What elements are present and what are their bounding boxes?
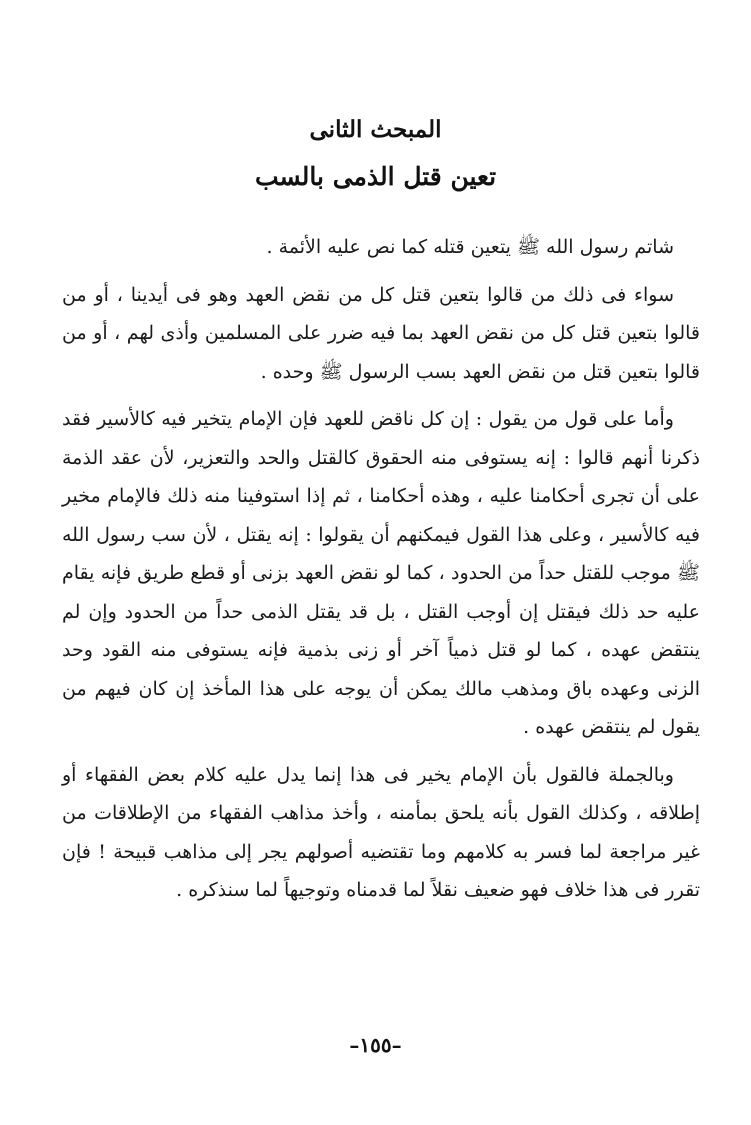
paragraph-4: وبالجملة فالقول بأن الإمام يخير فى هذا إنما يدل عليه كلام بعض الفقهاء أو إطلاقه ، وكذلك القول بأنه يلحق بمأمنه ، وأخذ مذاهب الفقهاء من الإطلاقات من غير مراجعة لما فسر به كلامهم وما تقتضيه أصولهم يجر إلى مذاهب قبيحة ! فإن تقرر فى هذا خلاف فهو ضعيف نقلاً لما قدمناه وتوجيهاً لما سنذكره . [62,763,700,901]
section-title: تعين قتل الذمى بالسب [254,162,497,191]
paragraph-2: سواء فى ذلك من قالوا بتعين قتل كل من نقض العهد وهو فى أيدينا ، أو من قالوا بتعين قتل كل من نقض العهد بما فيه ضرر على المسلمين وأذى لهم ، أو من قالوا بتعين قتل من نقض العهد بسب الرسول ﷺ وحده . [62,283,700,383]
paragraph-1: شاتم رسول الله ﷺ يتعين قتله كما نص عليه الأئمة . [266,236,674,258]
page-number: –١٥٥– [349,1033,402,1057]
section-heading: المبحث الثانى [309,116,442,143]
paragraph-3: وأما على قول من يقول : إن كل ناقض للعهد فإن الإمام يتخير فيه كالأسير فقد ذكرنا أنهم قالوا : إنه يستوفى منه الحقوق كالقتل والحد والتعزير، لأن عقد الذمة على أن تجرى أحكامنا عليه ، وهذه أحكامنا ، ثم إذا استوفينا منه ذلك فالإمام مخير فيه كالأسير ، وعلى هذا القول فيمكنهم أن يقولوا : إنه يقتل ، لأن سب رسول الله ﷺ موجب للقتل حداً من الحدود ، كما لو نقض العهد بزنى أو قطع طريق فإنه يقام عليه حد ذلك فيقتل إن أوجب القتل ، بل قد يقتل الذمى حداً من الحدود وإن لم ينتقض عهده ، كما لو قتل ذمياً آخر أو زنى بذمية فإنه يستوفى منه القود وحد الزنى وعهده باق ومذهب مالك يمكن أن يوجه على هذا المأخذ إن كان فيهم من يقول لم ينتقض عهده . [62,408,700,738]
body-text [62,228,700,919]
